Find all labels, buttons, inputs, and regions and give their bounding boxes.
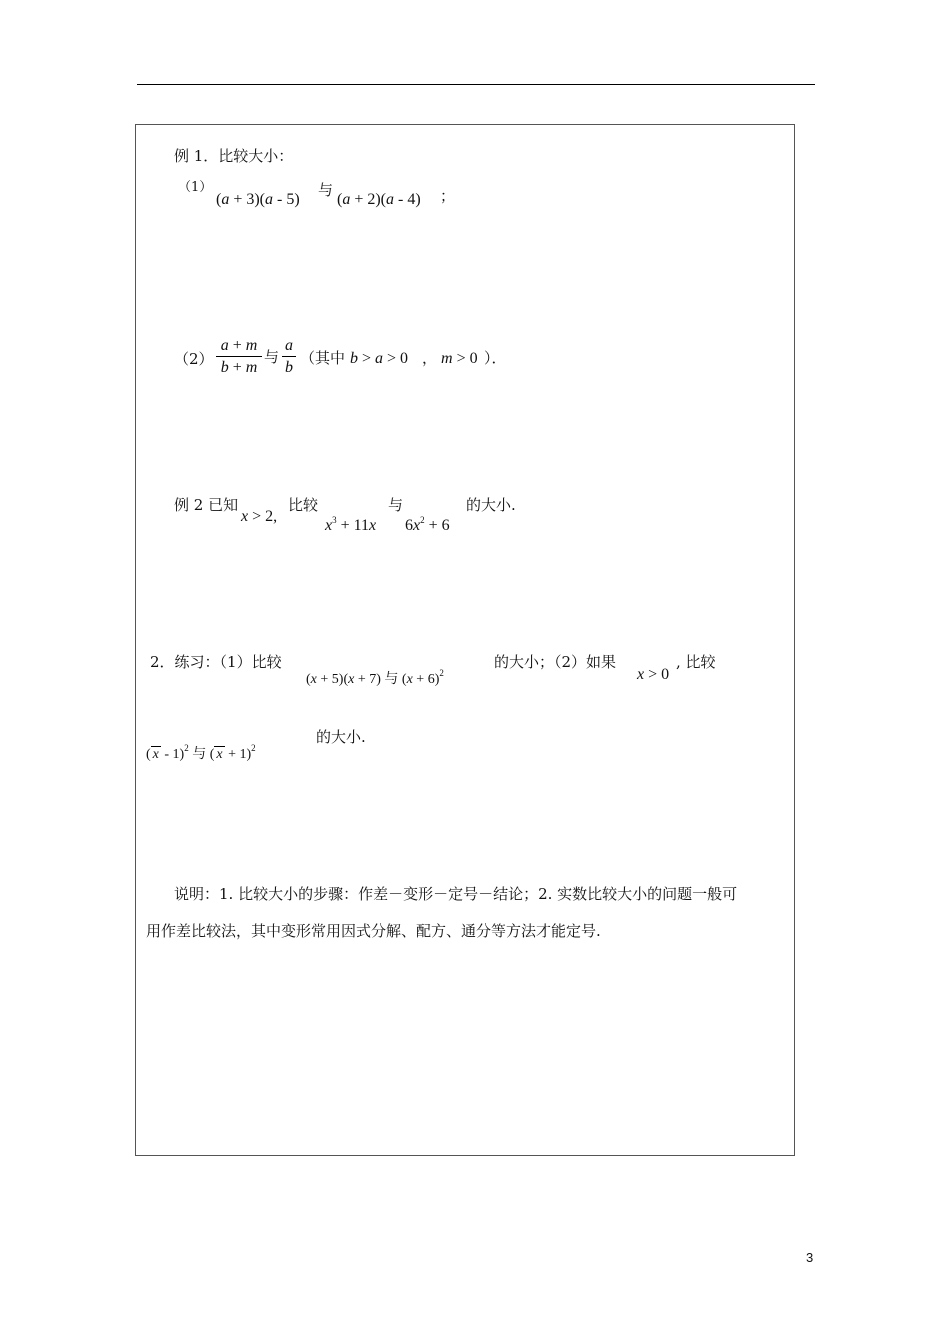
example1-part1-expr-left: (a + 3)(a - 5) [216,191,300,208]
example2-suffix: 的大小. [466,496,516,514]
example1-part2-condition-open: （其中 [300,349,346,367]
practice-expr-1: (x + 5)(x + 7) 与 $(x + 6)^2$ [306,668,444,687]
header-rule [137,84,815,85]
practice-mid: 的大小；（2）如果 [494,653,617,671]
example2-prefix: 例 2 已知 [174,496,239,514]
example1-part2-condition-1: b > a > 0 [350,350,409,367]
example2-expr-right: $6x^2 + 6$ [405,515,450,534]
example2-expr-left: $x^3 + 11x$ [325,515,377,534]
example1-part2-connector: 与 [264,348,280,366]
practice-suffix: 的大小. [316,728,366,746]
example1-part2-end: ）． [484,349,507,367]
example2-connector: 与 [388,496,404,514]
fraction-a-over-b: a b [282,336,296,379]
example1-part2-comma: ， [422,349,438,367]
example1-part1-end: ； [440,187,456,205]
example1-title: 例 1．比较大小： [174,147,294,165]
example1-part2-label: （2） [174,350,214,368]
practice-expr-2: ( x - 1)$^2$ 与 ( x + 1)$^2$ [146,743,256,762]
page-number: 3 [806,1250,814,1265]
example2-condition: x > 2, [241,508,278,525]
example1-part2-condition-2: m > 0 [441,350,478,367]
note-line-2: 用作差比较法，其中变形常用因式分解、配方、通分等方法才能定号. [146,922,601,940]
fraction-a-plus-m-over-b-plus-m: a + m b + m [216,336,262,379]
example1-part1-connector: 与 [318,181,334,199]
practice-condition: x > 0 [637,666,670,683]
example1-part1-expr-right: (a + 2)(a - 4) [337,191,421,208]
practice-prefix: 2．练习：（1）比较 [150,653,282,671]
note-line-1: 说明：1. 比较大小的步骤：作差－变形－定号－结论；2. 实数比较大小的问题一般可 [174,885,738,903]
example1-part1-label: （1） [178,180,213,195]
example2-compare: 比较 [288,496,319,514]
content-box [135,124,795,1156]
practice-compare: , 比较 [676,653,716,671]
